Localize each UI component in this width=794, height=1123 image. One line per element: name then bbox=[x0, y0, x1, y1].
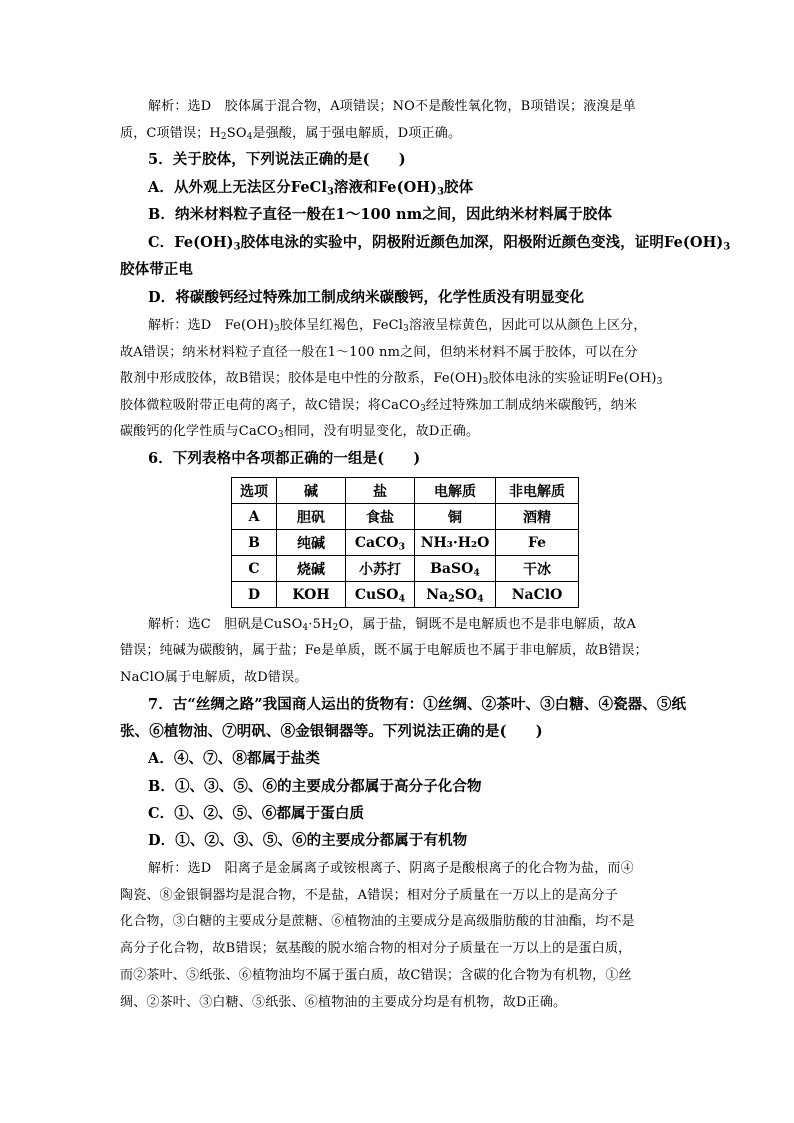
question-7-stem-cont: 张、⑥植物油、⑦明矾、⑧金银铜器等。下列说法正确的是( ) bbox=[120, 723, 543, 740]
table-header: 碱 bbox=[277, 478, 346, 504]
explanation-line: 胶体微粒吸附带正电荷的离子，故C错误；将CaCO$_3$经过特殊加工制成纳米碳酸钙，纳米 bbox=[120, 398, 638, 415]
table-cell: Fe bbox=[496, 530, 579, 556]
question-5-option-d: D．将碳酸钙经过特殊加工制成纳米碳酸钙，化学性质没有明显变化 bbox=[148, 289, 585, 306]
question-7-option-d: D．①、②、③、⑤、⑥的主要成分都属于有机物 bbox=[148, 832, 468, 849]
explanation-line: 解析：选C 胆矾是$CuSO_4\cdot 5H_2O$，属于盐，铜既不是电解质也不是非电解质，故A bbox=[148, 617, 637, 634]
table-cell: CuSO$_4$ bbox=[346, 582, 415, 608]
table-cell: KOH bbox=[277, 582, 346, 608]
question-7-option-b: B．①、③、⑤、⑥的主要成分都属于高分子化合物 bbox=[148, 778, 482, 795]
classification-table bbox=[231, 477, 579, 608]
question-5-stem: 5．关于胶体，下列说法正确的是( ) bbox=[148, 151, 406, 168]
explanation-text: 解析：选D 胶体属于混合物，A项错误；NO不是酸性氧化物，B项错误；液溴是单 bbox=[148, 99, 636, 114]
explanation-line: 解析：选D $Fe(OH)_3$胶体呈红褐色，FeCl$_3$溶液呈棕黄色，因此可以从颜色上区分， bbox=[148, 318, 647, 335]
table-cell: D bbox=[232, 582, 277, 608]
table-cell: 铜 bbox=[415, 504, 496, 530]
question-6-stem: 6．下列表格中各项都正确的一组是( ) bbox=[148, 450, 421, 467]
explanation-line: 散剂中形成胶体，故B错误；胶体是电中性的分散系，$Fe(OH)_3$胶体电泳的实验证明$Fe(OH)_3$ bbox=[120, 371, 663, 388]
explanation-line: 碳酸钙的化学性质与CaCO$_3$相同，没有明显变化，故D正确。 bbox=[120, 424, 480, 441]
explanation-line: 质，C项错误；$H_2SO_4$是强酸，属于强电解质，D项正确。 bbox=[120, 126, 462, 143]
table-row bbox=[232, 556, 579, 582]
explanation-line: 化合物，③白糖的主要成分是蔗糖、⑥植物油的主要成分是高级脂肪酸的甘油酯，均不是 bbox=[120, 914, 635, 929]
table-row bbox=[232, 530, 579, 556]
table-cell: A bbox=[232, 504, 277, 530]
explanation-line: NaClO属于电解质，故D错误。 bbox=[120, 670, 308, 685]
explanation-line: 解析：选D 阳离子是金属离子或铵根离子、阴离子是酸根离子的化合物为盐，而④ bbox=[148, 861, 634, 876]
table-cell: CaCO$_3$ bbox=[346, 530, 415, 556]
table-header: 选项 bbox=[232, 478, 277, 504]
question-7-stem: 7．古“丝绸之路”我国商人运出的货物有：①丝绸、②茶叶、③白糖、④瓷器、⑤纸 bbox=[148, 696, 687, 713]
table-header: 电解质 bbox=[415, 478, 496, 504]
explanation-line: 错误；纯碱为碳酸钠，属于盐；Fe是单质，既不属于电解质也不属于非电解质，故B错误； bbox=[120, 643, 648, 658]
explanation-line bbox=[148, 100, 636, 113]
table-cell: 干冰 bbox=[496, 556, 579, 582]
explanation-line: 高分子化合物，故B错误；氨基酸的脱水缩合物的相对分子质量在一万以上的是蛋白质， bbox=[120, 941, 632, 956]
table-cell: 小苏打 bbox=[346, 556, 415, 582]
explanation-line: 故A错误；纳米材料粒子直径一般在1～100 nm之间，但纳米材料不属于胶体，可以在分 bbox=[120, 345, 638, 360]
table-cell: NaClO bbox=[496, 582, 579, 608]
question-7-option-c: C．①、②、⑤、⑥都属于蛋白质 bbox=[148, 805, 365, 822]
table-row bbox=[232, 504, 579, 530]
table-cell: 食盐 bbox=[346, 504, 415, 530]
table-cell: BaSO$_4$ bbox=[415, 556, 496, 582]
table-cell: NH₃·H₂O bbox=[415, 530, 496, 556]
table-cell: $Na_2SO_4$ bbox=[415, 582, 496, 608]
question-5-option-a: A．从外观上无法区分FeCl$_3$溶液和$Fe(OH)_3$胶体 bbox=[148, 179, 474, 198]
question-7-option-a: A．④、⑦、⑧都属于盐类 bbox=[148, 750, 320, 767]
question-5-option-c-cont: 胶体带正电 bbox=[120, 261, 193, 278]
table-header-row bbox=[232, 478, 579, 504]
table-cell: 酒精 bbox=[496, 504, 579, 530]
question-5-option-b: B．纳米材料粒子直径一般在1～100 nm之间，因此纳米材料属于胶体 bbox=[148, 206, 612, 223]
explanation-line: 而②茶叶、⑤纸张、⑥植物油均不属于蛋白质，故C错误；含碳的化合物为有机物，①丝 bbox=[120, 968, 632, 983]
table-cell: B bbox=[232, 530, 277, 556]
explanation-line: 绸、②茶叶、③白糖、⑤纸张、⑥植物油的主要成分均是有机物，故D正确。 bbox=[120, 995, 567, 1010]
table-row bbox=[232, 582, 579, 608]
table-header: 盐 bbox=[346, 478, 415, 504]
table-cell: C bbox=[232, 556, 277, 582]
explanation-line: 陶瓷、⑧金银铜器均是混合物，不是盐，A错误；相对分子质量在一万以上的是高分子 bbox=[120, 888, 618, 903]
question-5-option-c: C．$Fe(OH)_3$胶体电泳的实验中，阴极附近颜色加深，阳极附近颜色变浅，证明$Fe(OH)_3$ bbox=[148, 234, 731, 253]
table-cell: 烧碱 bbox=[277, 556, 346, 582]
table-cell: 胆矾 bbox=[277, 504, 346, 530]
table-cell: 纯碱 bbox=[277, 530, 346, 556]
table-header: 非电解质 bbox=[496, 478, 579, 504]
